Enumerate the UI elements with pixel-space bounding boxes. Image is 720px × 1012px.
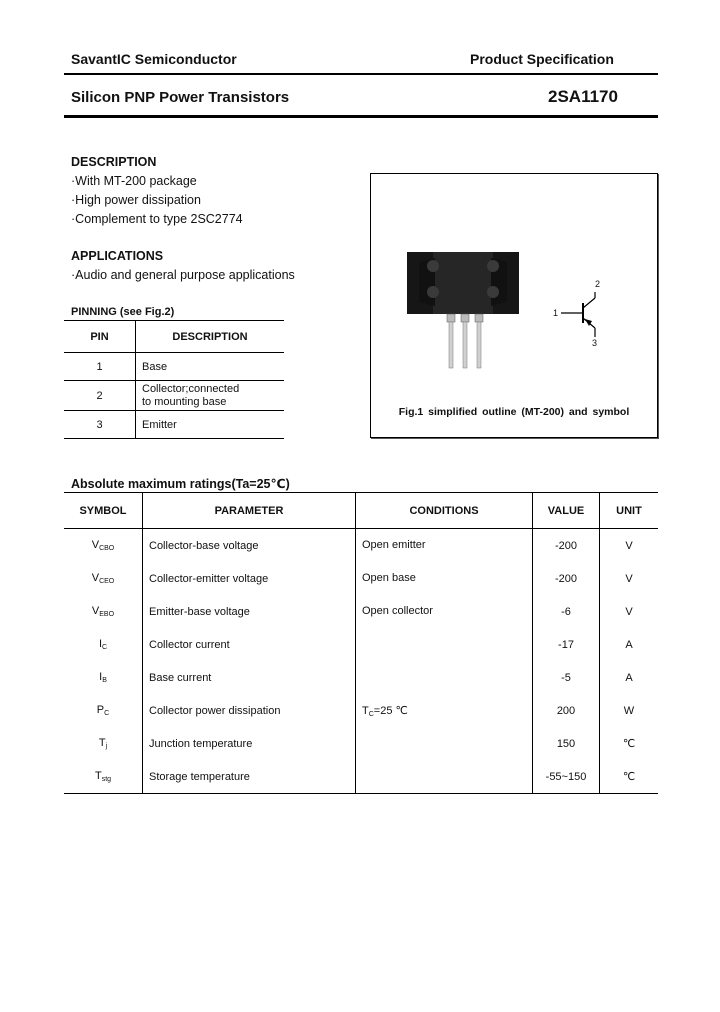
conditions-header: CONDITIONS: [356, 493, 533, 529]
symbol-cell: $V_{EBO}$: [64, 595, 143, 628]
unit-cell: W: [623, 704, 635, 717]
pin-header: PIN: [64, 321, 136, 353]
company-name: SavantIC Semiconductor: [71, 51, 237, 67]
symbol-cell: $P_C$: [64, 694, 143, 727]
symbol-cell: $V_{CEO}$: [64, 562, 143, 595]
pin-description: Collector;connected to mounting base: [136, 381, 285, 411]
product-line: Silicon PNP Power Transistors: [71, 89, 290, 106]
table-row: [64, 353, 284, 381]
parameter-cell: Junction temperature: [143, 727, 356, 760]
parameter-cell: Collector-base voltage: [143, 529, 356, 563]
figure-box: [370, 173, 658, 438]
figure-caption: Fig.1 simplified outline (MT-200) and symbol: [398, 406, 630, 418]
pin-number: 3: [64, 411, 136, 439]
value-header: VALUE: [533, 493, 600, 529]
value-cell: -6: [533, 595, 600, 628]
pinning-title: PINNING (see Fig.2): [71, 306, 175, 318]
table-row: [64, 562, 658, 595]
description-item: ·High power dissipation: [71, 193, 201, 207]
unit-cell: V: [625, 572, 633, 585]
value-cell: -17: [533, 628, 600, 661]
symbol-label-collector: 2: [595, 279, 601, 289]
pinning-table: [64, 320, 284, 439]
unit-cell: ℃: [622, 738, 636, 750]
unit-cell: ℃: [600, 760, 659, 794]
pin-number: 1: [64, 353, 136, 381]
pin-number: 2: [64, 381, 136, 411]
applications-title: APPLICATIONS: [71, 249, 164, 263]
value-cell: 150: [533, 727, 600, 760]
document-type: Product Specification: [470, 51, 614, 67]
header-rule-top: [64, 73, 658, 75]
parameter-cell: Collector-emitter voltage: [143, 562, 356, 595]
ratings-table: [64, 492, 658, 794]
description-item: ·Complement to type 2SC2774: [71, 212, 243, 226]
pin-description-header: DESCRIPTION: [136, 321, 285, 353]
symbol-header: SYMBOL: [64, 493, 143, 529]
conditions-cell: [356, 661, 533, 694]
symbol-label-emitter: 3: [592, 338, 598, 348]
header-rule-bottom: [64, 115, 658, 118]
symbol-cell: $T_j$: [64, 727, 143, 760]
pin-description: Base: [136, 353, 285, 381]
part-number: 2SA1170: [548, 87, 618, 106]
value-cell: 200: [533, 694, 600, 727]
conditions-cell: [356, 760, 533, 794]
pnp-transistor-symbol: [561, 292, 595, 337]
table-row: [64, 727, 658, 760]
table-row: [64, 661, 658, 694]
parameter-cell: Emitter-base voltage: [143, 595, 356, 628]
description-title: DESCRIPTION: [71, 155, 157, 169]
conditions-cell: [356, 727, 533, 760]
applications-item: ·Audio and general purpose applications: [71, 268, 295, 282]
parameter-cell: Collector current: [143, 628, 356, 661]
unit-cell: V: [625, 605, 633, 618]
package-outline-image: [371, 174, 657, 437]
value-cell: -5: [533, 661, 600, 694]
conditions-cell: $T_C=25$ ℃: [356, 694, 533, 727]
table-row: [64, 628, 658, 661]
pin-description: Emitter: [136, 411, 285, 439]
conditions-cell: [356, 628, 533, 661]
table-row: [64, 381, 284, 411]
parameter-cell: Base current: [143, 661, 356, 694]
parameter-cell: Storage temperature: [143, 760, 356, 794]
unit-cell: A: [625, 671, 633, 684]
symbol-cell: $T_{stg}$: [64, 760, 143, 794]
table-row: [64, 529, 658, 563]
table-row: [64, 694, 658, 727]
description-item: ·With MT-200 package: [71, 174, 197, 188]
parameter-header: PARAMETER: [143, 493, 356, 529]
value-cell: -55~150: [533, 760, 600, 794]
table-row: [64, 411, 284, 439]
unit-header: UNIT: [600, 493, 659, 529]
value-cell: -200: [533, 562, 600, 595]
conditions-cell: Open emitter: [356, 529, 533, 563]
conditions-cell: Open base: [356, 562, 533, 595]
parameter-cell: Collector power dissipation: [143, 694, 356, 727]
table-row: [64, 595, 658, 628]
symbol-label-base: 1: [553, 308, 559, 318]
unit-cell: A: [625, 638, 633, 651]
unit-cell: V: [625, 539, 633, 552]
symbol-cell: $I_B$: [64, 661, 143, 694]
symbol-cell: $V_{CBO}$: [64, 529, 143, 563]
symbol-cell: $I_C$: [64, 628, 143, 661]
value-cell: -200: [533, 529, 600, 563]
ratings-title: Absolute maximum ratings(Ta=25℃): [71, 477, 290, 491]
table-row: [64, 760, 658, 794]
conditions-cell: Open collector: [356, 595, 533, 628]
